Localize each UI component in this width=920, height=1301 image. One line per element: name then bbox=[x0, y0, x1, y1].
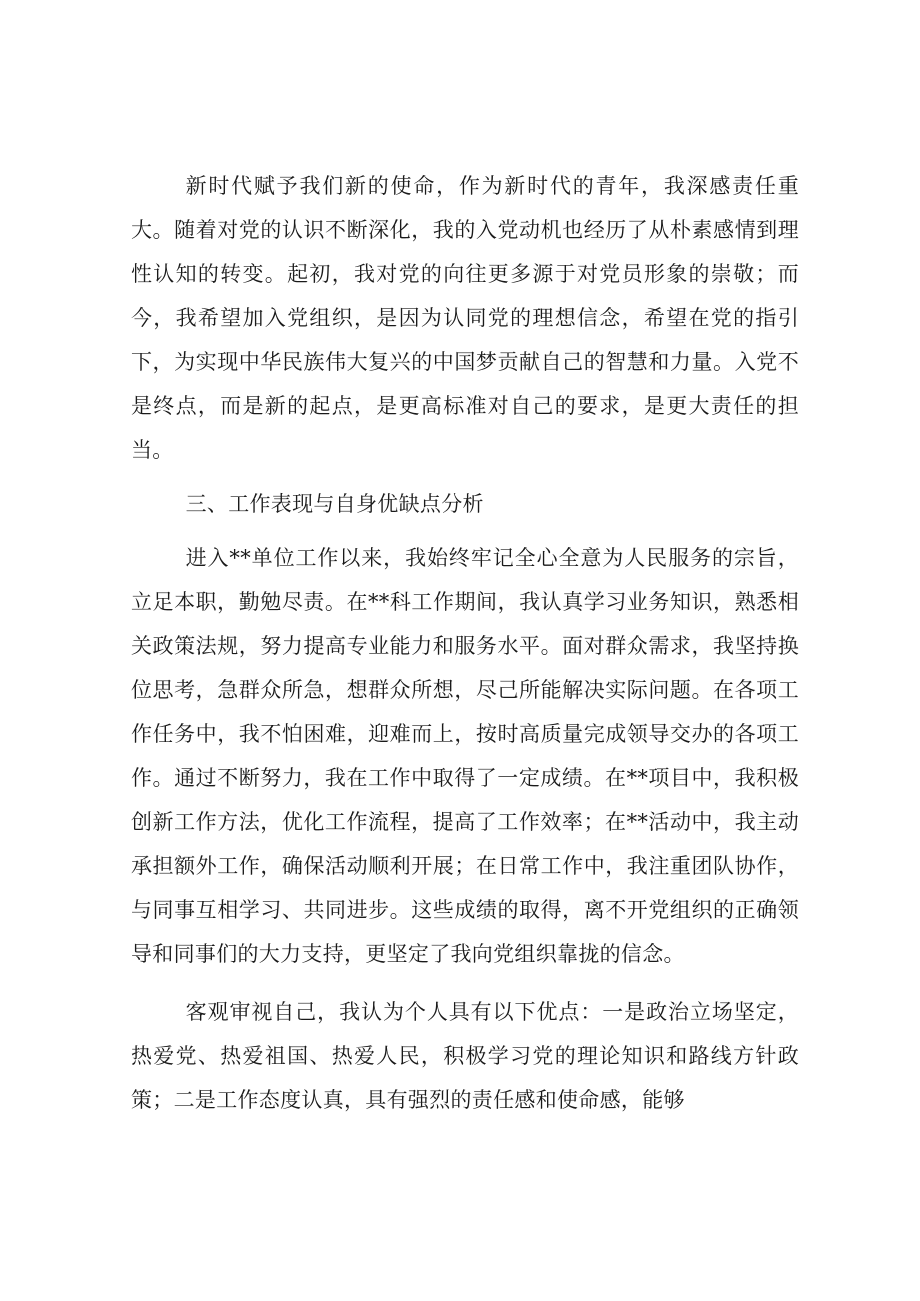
paragraph-work-performance: 进入**单位工作以来，我始终牢记全心全意为人民服务的宗旨，立足本职，勤勉尽责。在**科工作期间，我认真学习业务知识，熟悉相关政策法规，努力提高专业能力和服务水平。面对群众需求，我坚持换位思考，急群众所急，想群众所想，尽己所能解决实际问题。在各项工作任务中，我不怕困难，迎难而上，按时高质量完成领导交办的各项工作。通过不断努力，我在工作中取得了一定成绩。在**项目中，我积极创新工作方法，优化工作流程，提高了工作效率；在**活动中，我主动承担额外工作，确保活动顺利开展；在日常工作中，我注重团队协作，与同事互相学习、共同进步。这些成绩的取得，离不开党组织的正确领导和同事们的大力支持，更坚定了我向党组织靠拢的信念。 bbox=[131, 546, 799, 966]
document-body bbox=[131, 164, 799, 1122]
section-heading-work-performance: 三、工作表现与自身优缺点分析 bbox=[185, 492, 484, 516]
paragraph-strengths: 客观审视自己，我认为个人具有以下优点：一是政治立场坚定，热爱党、热爱祖国、热爱人民，积极学习党的理论知识和路线方针政策；二是工作态度认真，具有强烈的责任感和使命感，能够 bbox=[131, 1000, 799, 1112]
paragraph-party-motivation: 新时代赋予我们新的使命，作为新时代的青年，我深感责任重大。随着对党的认识不断深化，我的入党动机也经历了从朴素感情到理性认知的转变。起初，我对党的向往更多源于对党员形象的崇敬；而今，我希望加入党组织，是因为认同党的理想信念，希望在党的指引下，为实现中华民族伟大复兴的中国梦贡献自己的智慧和力量。入党不是终点，而是新的起点，是更高标准对自己的要求，是更大责任的担当。 bbox=[131, 174, 799, 462]
